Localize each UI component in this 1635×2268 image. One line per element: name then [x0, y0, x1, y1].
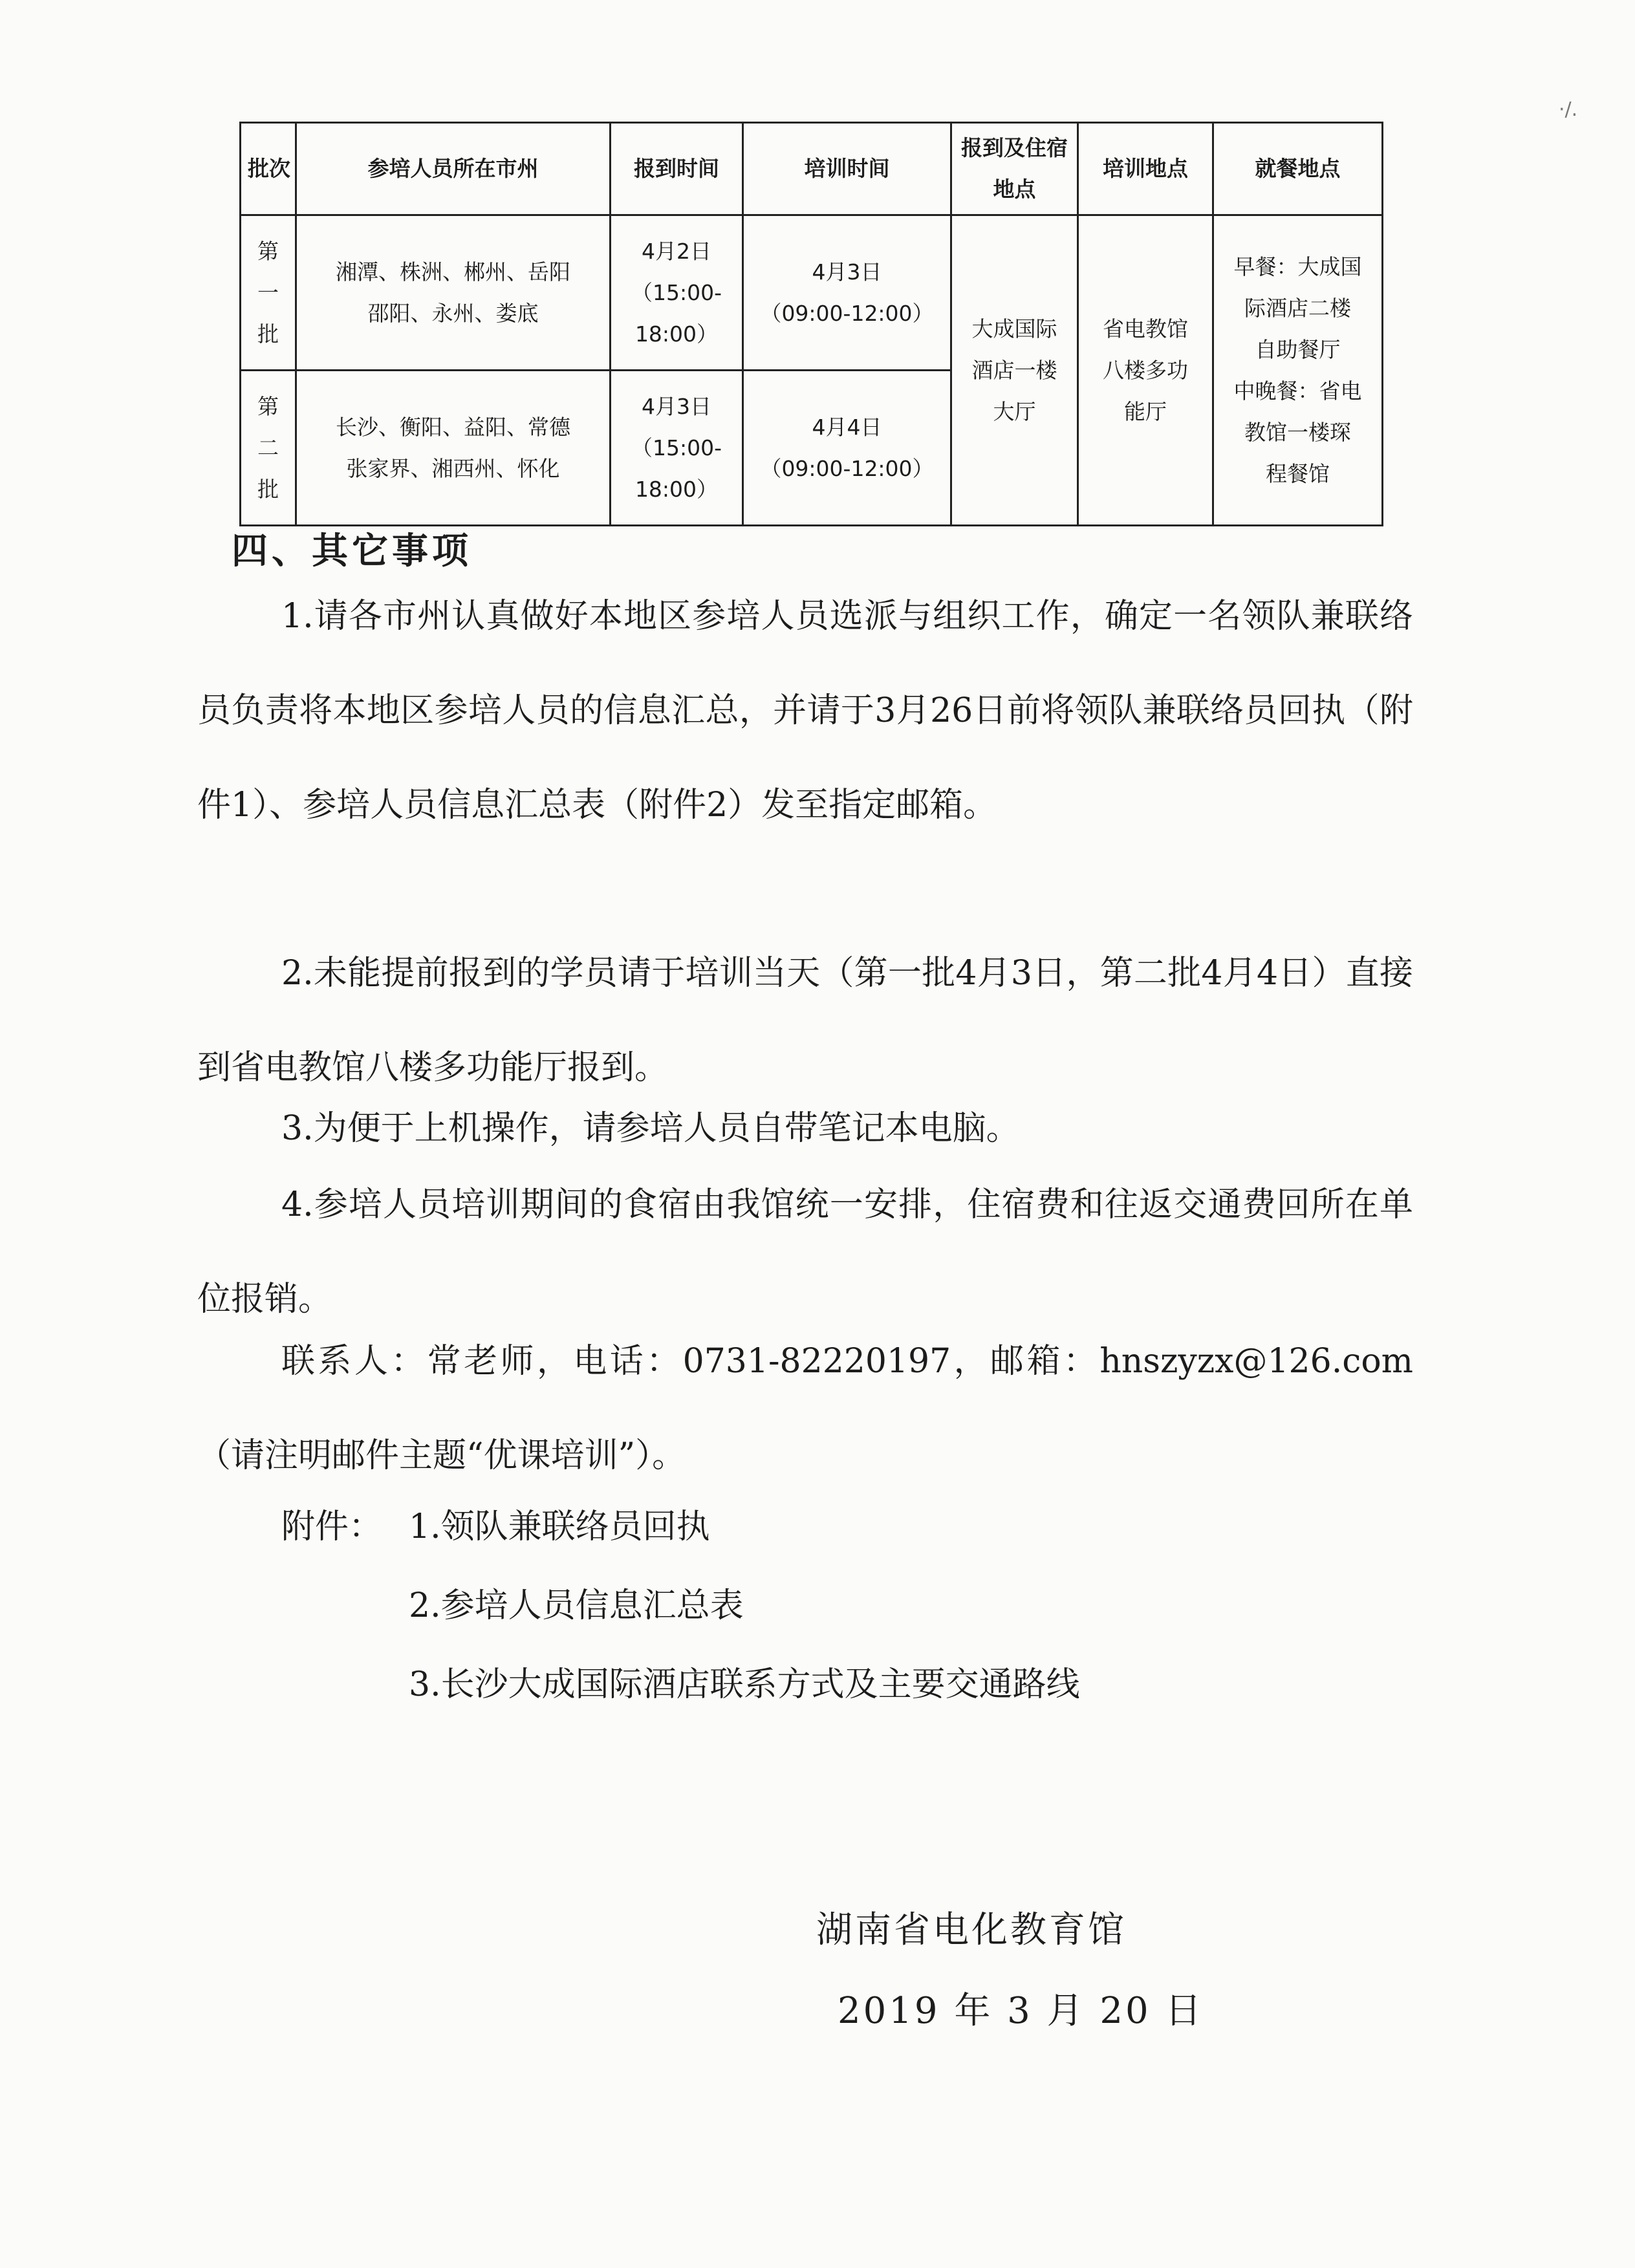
training-schedule-table — [239, 122, 1383, 526]
notice-item-4: 4.参培人员培训期间的食宿由我馆统一安排，住宿费和往返交通费回所在单位报销。 — [197, 1185, 1413, 1319]
header-cities: 参培人员所在市州 — [296, 123, 611, 215]
header-lodging: 报到及住宿地点 — [951, 123, 1078, 215]
training-time-cell: 4月3日 （09:00-12:00） — [743, 215, 951, 371]
header-venue: 培训地点 — [1078, 123, 1213, 215]
header-meal: 就餐地点 — [1213, 123, 1383, 215]
header-checkin-time: 报到时间 — [611, 123, 743, 215]
header-training-time: 培训时间 — [743, 123, 951, 215]
batch-cell: 第 二 批 — [241, 371, 296, 526]
attachment-item: 3.长沙大成国际酒店联系方式及主要交通路线 — [409, 1665, 1080, 1704]
meal-cell: 早餐：大成国 际酒店二楼 自助餐厅 中晚餐：省电 教馆一楼琛 程餐馆 — [1213, 215, 1383, 526]
cities-cell: 湘潭、株洲、郴州、岳阳 邵阳、永州、娄底 — [296, 215, 611, 371]
batch-cell: 第 一 批 — [241, 215, 296, 371]
lodging-cell: 大成国际 酒店一楼 大厅 — [951, 215, 1078, 526]
checkin-cell: 4月2日 （15:00- 18:00） — [611, 215, 743, 371]
header-batch: 批次 — [241, 123, 296, 215]
training-time-cell: 4月4日 （09:00-12:00） — [743, 371, 951, 526]
attachment-item: 1.领队兼联络员回执 — [409, 1507, 710, 1546]
scan-corner-mark: ·/. — [1559, 98, 1578, 121]
cities-cell: 长沙、衡阳、益阳、常德 张家界、湘西州、怀化 — [296, 371, 611, 526]
issuer-name: 湖南省电化教育馆 — [816, 1909, 1127, 1951]
attachments-label: 附件： — [281, 1507, 383, 1546]
table-row — [241, 215, 1383, 371]
notice-item-3: 3.为便于上机操作，请参培人员自带笔记本电脑。 — [281, 1109, 1020, 1148]
table-header-row — [241, 123, 1383, 215]
attachment-item: 2.参培人员信息汇总表 — [409, 1586, 744, 1625]
notice-item-2: 2.未能提前报到的学员请于培训当天（第一批4月3日，第二批4月4日）直接到省电教馆八楼多功能厅报到。 — [197, 954, 1413, 1087]
checkin-cell: 4月3日 （15:00- 18:00） — [611, 371, 743, 526]
notice-item-1: 1.请各市州认真做好本地区参培人员选派与组织工作，确定一名领队兼联络员负责将本地区参培人员的信息汇总，并请于3月26日前将领队兼联络员回执（附件1）、参培人员信息汇总表（附件2）发至指定邮箱。 — [197, 597, 1413, 825]
venue-cell: 省电教馆 八楼多功 能厅 — [1078, 215, 1213, 526]
contact-info: 联系人：常老师，电话：0731-82220197，邮箱：hnszyzx@126.com（请注明邮件主题“优课培训”）。 — [197, 1342, 1413, 1475]
issue-date: 2019 年 3 月 20 日 — [838, 1990, 1204, 2032]
section-heading: 四、其它事项 — [232, 530, 472, 572]
